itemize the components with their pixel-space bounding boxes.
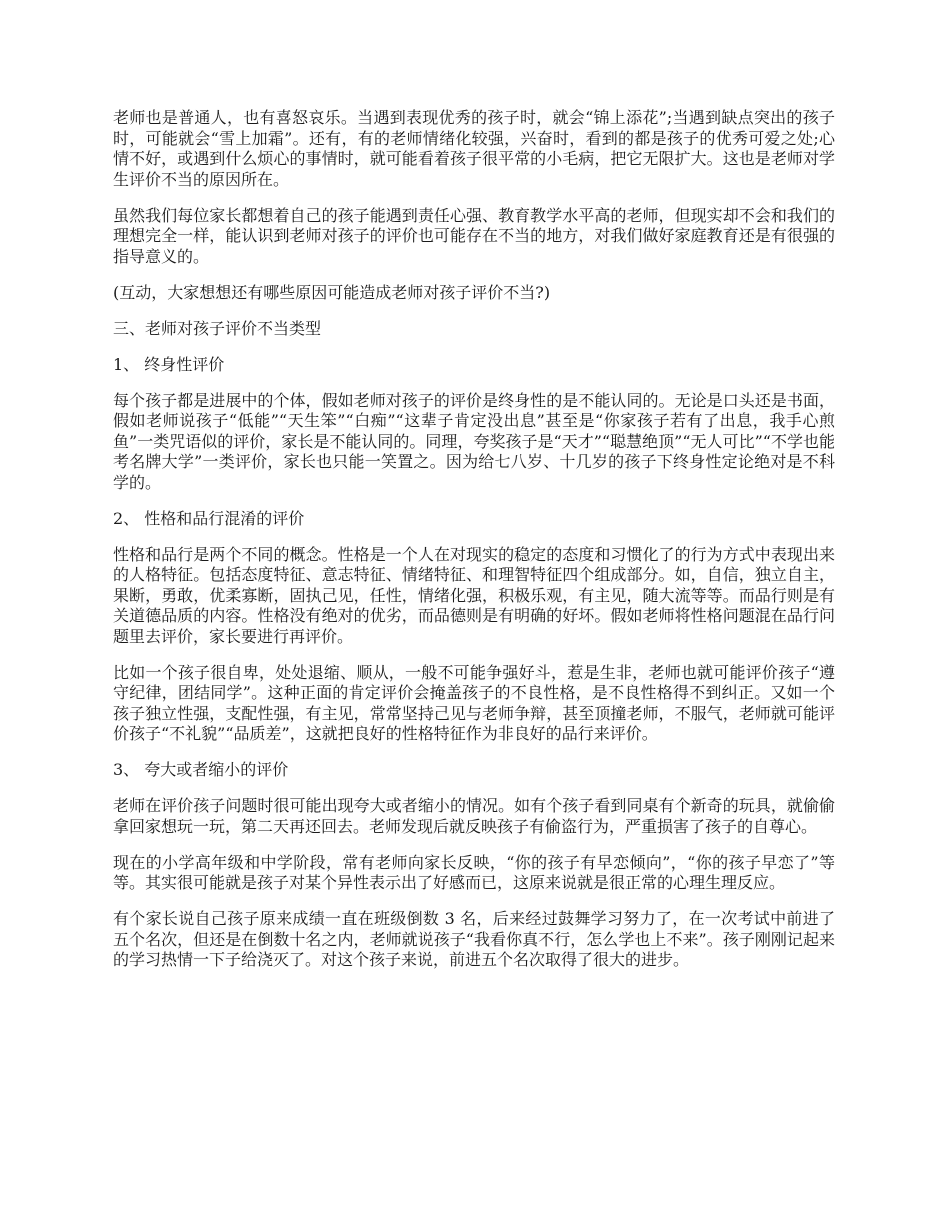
document-page: [113, 108, 835, 986]
paragraph-personality-examples: 比如一个孩子很自卑，处处退缩、顺从，一般不可能争强好斗，惹是生非，老师也就可能评价孩子“遵守纪律，团结同学”。这种正面的肯定评价会掩盖孩子的不良性格，是不良性格得不到纠正。又如一个孩子独立性强，支配性强，有主见，常常坚持己见与老师争辩，甚至顶撞老师，不服气，老师就可能评价孩子“不礼貌”“品质差”，这就把良好的性格特征作为非良好的品行来评价。: [113, 662, 835, 743]
paragraph-teacher-emotions: 老师也是普通人，也有喜怒哀乐。当遇到表现优秀的孩子时，就会“锦上添花”;当遇到缺点突出的孩子时，可能就会“雪上加霜”。还有，有的老师情绪化较强，兴奋时，看到的都是孩子的优秀可爱之处;心情不好，或遇到什么烦心的事情时，就可能看着孩子很平常的小毛病，把它无限扩大。这也是老师对学生评价不当的原因所在。: [113, 108, 835, 189]
paragraph-personality-definition: 性格和品行是两个不同的概念。性格是一个人在对现实的稳定的态度和习惯化了的行为方式中表现出来的人格特征。包括态度特征、意志特征、情绪特征、和理智特征四个组成部分。如，自信，独立自主，果断，勇敢，优柔寡断，固执己见，任性，情绪化强，积极乐观，有主见，随大流等等。而品行则是有关道德品质的内容。性格没有绝对的优劣，而品德则是有明确的好坏。假如老师将性格问题混在品行问题里去评价，家长要进行再评价。: [113, 544, 835, 646]
paragraph-parent-expectations: 虽然我们每位家长都想着自己的孩子能遇到责任心强、教育教学水平高的老师，但现实却不会和我们的理想完全一样，能认识到老师对孩子的评价也可能存在不当的地方，对我们做好家庭教育还是有很强的指导意义的。: [113, 205, 835, 266]
paragraph-early-romance: 现在的小学高年级和中学阶段，常有老师向家长反映，“你的孩子有早恋倾向”，“你的孩子早恋了”等等。其实很可能就是孩子对某个异性表示出了好感而已，这原来说就是很正常的心理生理反应。: [113, 852, 835, 892]
paragraph-toy-example: 老师在评价孩子问题时很可能出现夸大或者缩小的情况。如有个孩子看到同桌有个新奇的玩具，就偷偷拿回家想玩一玩，第二天再还回去。老师发现后就反映孩子有偷盗行为，严重损害了孩子的自尊心。: [113, 796, 835, 836]
interactive-question: (互动，大家想想还有哪些原因可能造成老师对孩子评价不当?): [113, 282, 551, 302]
subheading-lifelong-evaluation: 1、 终身性评价: [113, 354, 225, 374]
section-heading-types: 三、老师对孩子评价不当类型: [113, 318, 322, 338]
paragraph-lifelong-evaluation: 每个孩子都是进展中的个体，假如老师对孩子的评价是终身性的是不能认同的。无论是口头还是书面，假如老师说孩子“低能”“天生笨”“白痴”“这辈子肯定没出息”甚至是“你家孩子若有了出息，我手心煎鱼”一类咒语似的评价，家长是不能认同的。同理，夸奖孩子是“天才”“聪慧绝顶”“无人可比”“不学也能考名牌大学”一类评价，家长也只能一笑置之。因为给七八岁、十几岁的孩子下终身性定论绝对是不科学的。: [113, 390, 835, 492]
subheading-personality-conduct: 2、 性格和品行混淆的评价: [113, 508, 305, 528]
paragraph-grade-progress: 有个家长说自己孩子原来成绩一直在班级倒数 3 名，后来经过鼓舞学习努力了，在一次考试中前进了五个名次，但还是在倒数十名之内，老师就说孩子“我看你真不行，怎么学也上不来”。孩子刚刚记起来的学习热情一下子给浇灭了。对这个孩子来说，前进五个名次取得了很大的进步。: [113, 909, 835, 969]
subheading-exaggerated-evaluation: 3、 夸大或者缩小的评价: [113, 760, 289, 779]
